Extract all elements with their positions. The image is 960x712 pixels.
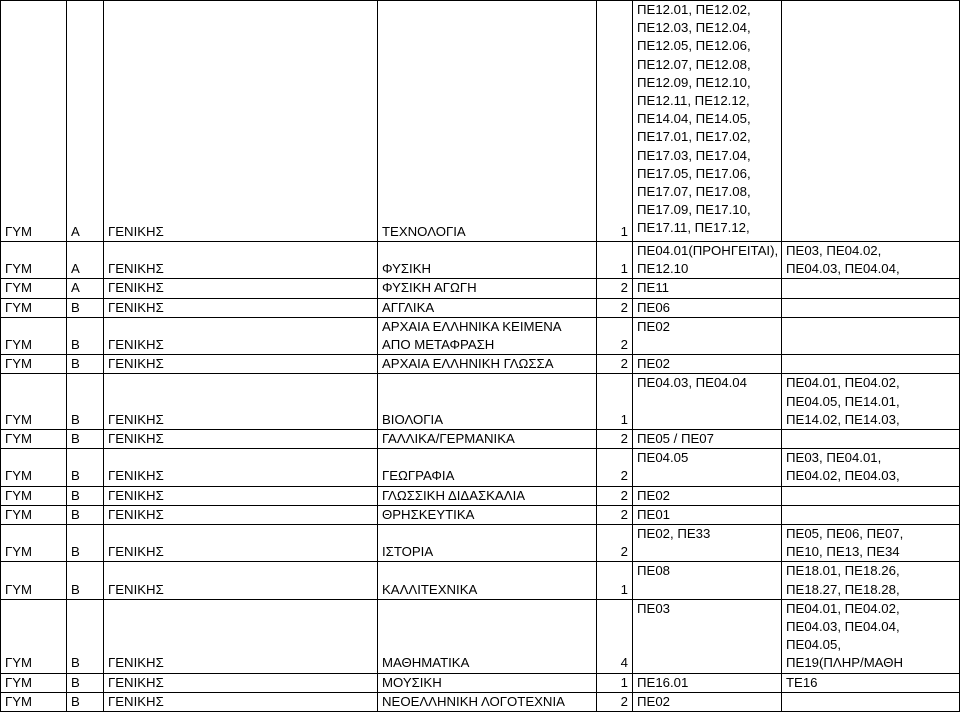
cell-secondary-specialty [782, 430, 960, 449]
cell-hours: 4 [597, 599, 633, 673]
cell-track: ΓΕΝΙΚΗΣ [104, 525, 378, 562]
cell-track: ΓΕΝΙΚΗΣ [104, 692, 378, 711]
cell-grade: Β [67, 505, 104, 524]
cell-subject: ΙΣΤΟΡΙΑ [378, 525, 597, 562]
cell-track: ΓΕΝΙΚΗΣ [104, 599, 378, 673]
table-row [1, 1, 960, 242]
cell-grade: Β [67, 298, 104, 317]
cell-track: ΓΕΝΙΚΗΣ [104, 449, 378, 486]
cell-grade: Β [67, 673, 104, 692]
cell-primary-specialty: ΠΕ16.01 [633, 673, 782, 692]
table-row [1, 298, 960, 317]
cell-primary-specialty: ΠΕ06 [633, 298, 782, 317]
cell-subject: ΘΡΗΣΚΕΥΤΙΚΑ [378, 505, 597, 524]
cell-subject: ΜΑΘΗΜΑΤΙΚΑ [378, 599, 597, 673]
cell-track: ΓΕΝΙΚΗΣ [104, 242, 378, 279]
table-row [1, 374, 960, 430]
table-row [1, 562, 960, 599]
cell-primary-specialty: ΠΕ04.03, ΠΕ04.04 [633, 374, 782, 430]
cell-track: ΓΕΝΙΚΗΣ [104, 374, 378, 430]
cell-school-type: ΓΥΜ [1, 374, 67, 430]
cell-subject: ΑΡΧΑΙΑ ΕΛΛΗΝΙΚΑ ΚΕΙΜΕΝΑ ΑΠΟ ΜΕΤΑΦΡΑΣΗ [378, 317, 597, 354]
cell-grade: Α [67, 279, 104, 298]
cell-primary-specialty: ΠΕ02 [633, 486, 782, 505]
cell-track: ΓΕΝΙΚΗΣ [104, 1, 378, 242]
cell-track: ΓΕΝΙΚΗΣ [104, 562, 378, 599]
cell-school-type: ΓΥΜ [1, 562, 67, 599]
cell-subject: ΑΡΧΑΙΑ ΕΛΛΗΝΙΚΗ ΓΛΩΣΣΑ [378, 355, 597, 374]
cell-school-type: ΓΥΜ [1, 525, 67, 562]
cell-secondary-specialty [782, 1, 960, 242]
cell-school-type: ΓΥΜ [1, 242, 67, 279]
table-row [1, 486, 960, 505]
cell-hours: 2 [597, 449, 633, 486]
cell-school-type: ΓΥΜ [1, 599, 67, 673]
cell-grade: Β [67, 525, 104, 562]
cell-primary-specialty: ΠΕ04.01(ΠΡΟΗΓΕΙΤΑΙ), ΠΕ12.10 [633, 242, 782, 279]
cell-hours: 2 [597, 430, 633, 449]
cell-subject: ΓΕΩΓΡΑΦΙΑ [378, 449, 597, 486]
cell-secondary-specialty: ΠΕ04.01, ΠΕ04.02, ΠΕ04.05, ΠΕ14.01, ΠΕ14.02, ΠΕ14.03, [782, 374, 960, 430]
cell-grade: Β [67, 430, 104, 449]
cell-primary-specialty: ΠΕ02 [633, 692, 782, 711]
cell-subject: ΜΟΥΣΙΚΗ [378, 673, 597, 692]
cell-secondary-specialty: ΠΕ18.01, ΠΕ18.26, ΠΕ18.27, ΠΕ18.28, [782, 562, 960, 599]
cell-primary-specialty [633, 1, 782, 242]
cell-school-type: ΓΥΜ [1, 486, 67, 505]
cell-track: ΓΕΝΙΚΗΣ [104, 298, 378, 317]
cell-grade: Β [67, 692, 104, 711]
table-row [1, 505, 960, 524]
table-row [1, 692, 960, 711]
cell-track: ΓΕΝΙΚΗΣ [104, 673, 378, 692]
cell-hours: 1 [597, 242, 633, 279]
cell-grade: Β [67, 317, 104, 354]
cell-school-type: ΓΥΜ [1, 692, 67, 711]
cell-school-type: ΓΥΜ [1, 298, 67, 317]
cell-subject: ΚΑΛΛΙΤΕΧΝΙΚΑ [378, 562, 597, 599]
cell-hours: 1 [597, 562, 633, 599]
cell-track: ΓΕΝΙΚΗΣ [104, 355, 378, 374]
cell-grade: Β [67, 449, 104, 486]
cell-secondary-specialty: ΠΕ03, ΠΕ04.02, ΠΕ04.03, ΠΕ04.04, [782, 242, 960, 279]
cell-secondary-specialty: ΠΕ03, ΠΕ04.01, ΠΕ04.02, ΠΕ04.03, [782, 449, 960, 486]
cell-grade: Α [67, 242, 104, 279]
cell-school-type: ΓΥΜ [1, 673, 67, 692]
cell-secondary-specialty: ΤΕ16 [782, 673, 960, 692]
cell-subject: ΒΙΟΛΟΓΙΑ [378, 374, 597, 430]
cell-grade: Β [67, 355, 104, 374]
cell-hours: 2 [597, 355, 633, 374]
cell-subject: ΓΛΩΣΣΙΚΗ ΔΙΔΑΣΚΑΛΙΑ [378, 486, 597, 505]
cell-secondary-specialty [782, 355, 960, 374]
cell-school-type: ΓΥΜ [1, 1, 67, 242]
cell-grade: Β [67, 374, 104, 430]
cell-school-type: ΓΥΜ [1, 355, 67, 374]
cell-hours: 2 [597, 525, 633, 562]
cell-secondary-specialty [782, 279, 960, 298]
table-row [1, 449, 960, 486]
table-row [1, 673, 960, 692]
cell-subject: ΓΑΛΛΙΚΑ/ΓΕΡΜΑΝΙΚΑ [378, 430, 597, 449]
cell-hours: 2 [597, 317, 633, 354]
cell-primary-specialty: ΠΕ02 [633, 355, 782, 374]
cell-grade: Α [67, 1, 104, 242]
cell-school-type: ΓΥΜ [1, 505, 67, 524]
cell-hours: 2 [597, 298, 633, 317]
cell-subject: ΝΕΟΕΛΛΗΝΙΚΗ ΛΟΓΟΤΕΧΝΙΑ [378, 692, 597, 711]
cell-track: ΓΕΝΙΚΗΣ [104, 279, 378, 298]
cell-primary-specialty: ΠΕ01 [633, 505, 782, 524]
primary-specialty-text: ΠΕ12.01, ΠΕ12.02, ΠΕ12.03, ΠΕ12.04, ΠΕ12.05, ΠΕ12.06, ΠΕ12.07, ΠΕ12.08, ΠΕ12.09, ΠΕ12.10, ΠΕ12.11, ΠΕ12.12, ΠΕ14.04, ΠΕ14.05, ΠΕ17.01, ΠΕ17.02, ΠΕ17.03, ΠΕ17.04, ΠΕ17.05, ΠΕ17.06, ΠΕ17.07, ΠΕ17.08, ΠΕ17.09, ΠΕ17.10, ΠΕ17.11, ΠΕ17.12, [637, 2, 751, 236]
cell-subject: ΦΥΣΙΚΗ ΑΓΩΓΗ [378, 279, 597, 298]
cell-track: ΓΕΝΙΚΗΣ [104, 430, 378, 449]
cell-secondary-specialty [782, 692, 960, 711]
cell-hours: 2 [597, 505, 633, 524]
cell-hours: 2 [597, 486, 633, 505]
cell-primary-specialty: ΠΕ02 [633, 317, 782, 354]
cell-primary-specialty: ΠΕ11 [633, 279, 782, 298]
cell-track: ΓΕΝΙΚΗΣ [104, 486, 378, 505]
cell-primary-specialty: ΠΕ05 / ΠΕ07 [633, 430, 782, 449]
cell-hours: 1 [597, 374, 633, 430]
cell-secondary-specialty: ΠΕ04.01, ΠΕ04.02, ΠΕ04.03, ΠΕ04.04, ΠΕ04.05, ΠΕ19(ΠΛΗΡ/ΜΑΘΗ [782, 599, 960, 673]
cell-primary-specialty: ΠΕ02, ΠΕ33 [633, 525, 782, 562]
cell-grade: Β [67, 562, 104, 599]
table-row [1, 355, 960, 374]
cell-subject: ΤΕΧΝΟΛΟΓΙΑ [378, 1, 597, 242]
cell-grade: Β [67, 486, 104, 505]
cell-school-type: ΓΥΜ [1, 317, 67, 354]
cell-primary-specialty: ΠΕ04.05 [633, 449, 782, 486]
cell-secondary-specialty [782, 317, 960, 354]
table-row [1, 599, 960, 673]
cell-subject: ΦΥΣΙΚΗ [378, 242, 597, 279]
cell-secondary-specialty: ΠΕ05, ΠΕ06, ΠΕ07, ΠΕ10, ΠΕ13, ΠΕ34 [782, 525, 960, 562]
cell-primary-specialty: ΠΕ03 [633, 599, 782, 673]
cell-subject: ΑΓΓΛΙΚΑ [378, 298, 597, 317]
cell-secondary-specialty [782, 486, 960, 505]
table-row [1, 317, 960, 354]
table-row [1, 525, 960, 562]
cell-school-type: ΓΥΜ [1, 279, 67, 298]
table-row [1, 430, 960, 449]
cell-hours: 1 [597, 1, 633, 242]
cell-track: ΓΕΝΙΚΗΣ [104, 317, 378, 354]
cell-track: ΓΕΝΙΚΗΣ [104, 505, 378, 524]
cell-grade: Β [67, 599, 104, 673]
cell-hours: 2 [597, 692, 633, 711]
cell-secondary-specialty [782, 298, 960, 317]
cell-school-type: ΓΥΜ [1, 430, 67, 449]
cell-school-type: ΓΥΜ [1, 449, 67, 486]
cell-primary-specialty: ΠΕ08 [633, 562, 782, 599]
cell-secondary-specialty [782, 505, 960, 524]
cell-hours: 1 [597, 673, 633, 692]
cell-hours: 2 [597, 279, 633, 298]
table-row [1, 242, 960, 279]
table-row [1, 279, 960, 298]
